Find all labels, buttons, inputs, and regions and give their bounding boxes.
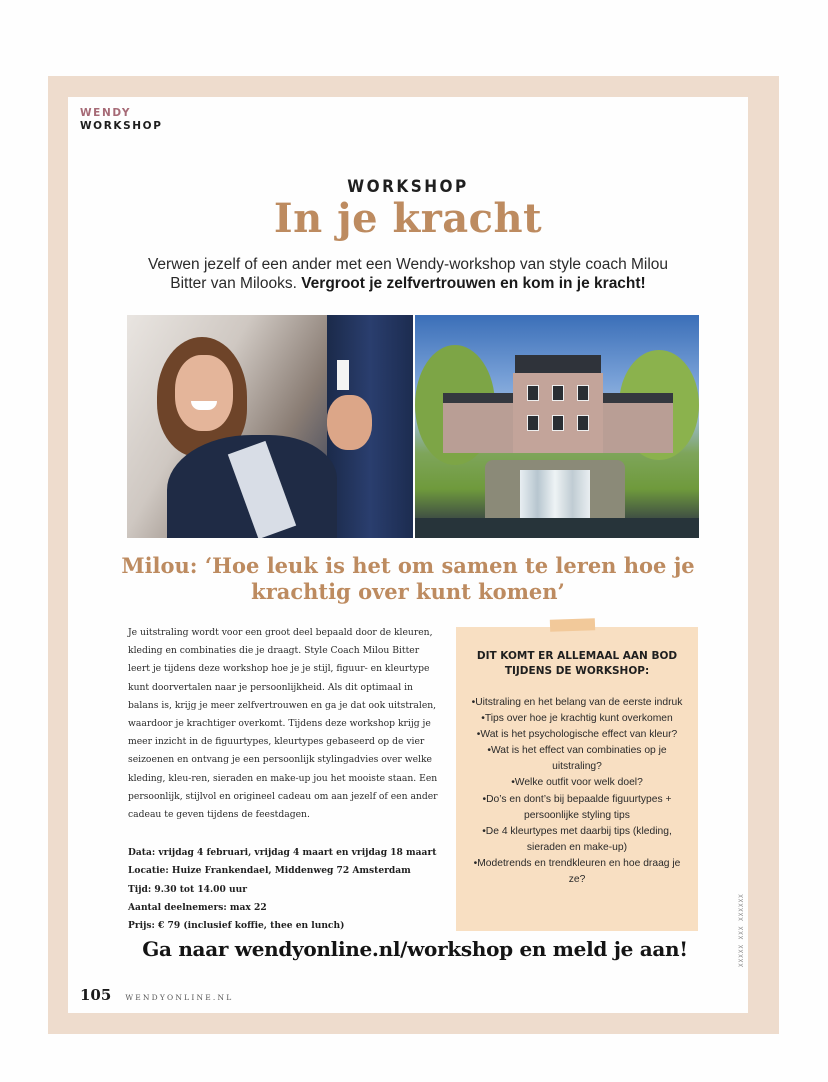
- face: [175, 355, 233, 431]
- left-wing: [443, 403, 515, 453]
- program-item: • Uitstraling en het belang van de eerste indruk: [464, 695, 690, 711]
- article-intro: [128, 255, 688, 293]
- program-box-title-line1: DIT KOMT ER ALLEMAAL AAN BOD: [476, 650, 678, 662]
- article-title: In je kracht: [273, 195, 543, 242]
- intro-text: Verwen jezelf of een ander met een Wendy-workshop van style coach Milou Bitter van Milooks.: [147, 256, 669, 292]
- window: [527, 415, 539, 431]
- photo-manor-house: [415, 315, 699, 538]
- program-item: • De 4 kleurtypes met daarbij tips (kleding, sieraden en make-up): [464, 824, 690, 856]
- event-capacity: Aantal deelnemers: max 22: [128, 901, 267, 913]
- window: [527, 385, 539, 401]
- clothing-tag: [337, 360, 349, 390]
- tape-decoration: [550, 618, 595, 632]
- program-item: • Wat is het psychologische effect van kleur?: [464, 727, 690, 743]
- pull-quote: Milou: ‘Hoe leuk is het om samen te leren hoe je krachtig over kunt komen’: [121, 553, 695, 604]
- program-item: • Welke outfit voor welk doel?: [464, 775, 690, 791]
- page-number: 105: [80, 986, 112, 1004]
- section-label: [80, 107, 163, 133]
- event-time: Tijd: 9.30 tot 14.00 uur: [128, 883, 247, 895]
- event-details: [128, 844, 448, 935]
- fountain-water: [520, 470, 590, 520]
- program-item: • Do’s en dont’s bij bepaalde figuurtypes + persoonlijke styling tips: [464, 792, 690, 824]
- program-box: [456, 627, 698, 931]
- intro-bold-text: Vergroot je zelfvertrouwen en kom in je kracht!: [301, 275, 646, 292]
- window: [552, 415, 564, 431]
- magazine-page: [68, 97, 748, 1013]
- window: [552, 385, 564, 401]
- window: [577, 415, 589, 431]
- call-to-action: Ga naar wendyonline.nl/workshop en meld je aan!: [142, 937, 688, 961]
- window: [577, 385, 589, 401]
- section-label-section: WORKSHOP: [80, 120, 163, 132]
- photo-row: [127, 315, 699, 538]
- page-footer: [80, 986, 233, 1004]
- hand: [327, 395, 372, 450]
- photo-style-coach: [127, 315, 413, 538]
- section-label-brand: WENDY: [80, 107, 132, 119]
- side-code: XXXXX XXX XXXXXX: [738, 893, 745, 967]
- program-item: • Wat is het effect van combinaties op je uitstraling?: [464, 743, 690, 775]
- pond: [415, 518, 699, 538]
- program-box-title-line2: TIJDENS DE WORKSHOP:: [504, 665, 650, 677]
- program-box-title: [456, 649, 698, 679]
- program-item: • Modetrends en trendkleuren en hoe draag je ze?: [464, 856, 690, 888]
- right-wing: [603, 403, 673, 453]
- program-item: • Tips over hoe je krachtig kunt overkomen: [464, 711, 690, 727]
- event-location: Locatie: Huize Frankendael, Middenweg 72 Amsterdam: [128, 865, 411, 877]
- event-dates: Data: vrijdag 4 februari, vrijdag 4 maart en vrijdag 18 maart: [128, 847, 437, 858]
- article-body: Je uitstraling wordt voor een groot deel bepaald door de kleuren, kleding en combinaties die je draagt. Style Coach Milou Bitter leert je tijdens deze workshop hoe je je stijl, figuur- en kleurtype kunt doorvertalen naar je persoonlijkheid. Als dit optimaal in balans is, krijg je meer zelfvertrouwen en ga je dat ook uitstralen, waardoor je krachtiger overkomt. Tijdens deze workshop krijg je meer inzicht in de figuurtypes, kleurtypes gebaseerd op de vier seizoenen en ontvang je een persoonlijk stylingadvies over welke kleding, kleu-ren, sieraden en make-up jou het mooiste staan. Een persoonlijk, stijlvol en origineel cadeau om aan jezelf of een ander cadeau te geven tijdens de feestdagen.: [128, 627, 438, 821]
- footer-site: WENDYONLINE.NL: [125, 993, 234, 1002]
- program-list: [464, 695, 690, 888]
- event-price: Prijs: € 79 (inclusief koffie, thee en lunch): [128, 920, 345, 932]
- article-kicker: WORKSHOP: [347, 177, 469, 197]
